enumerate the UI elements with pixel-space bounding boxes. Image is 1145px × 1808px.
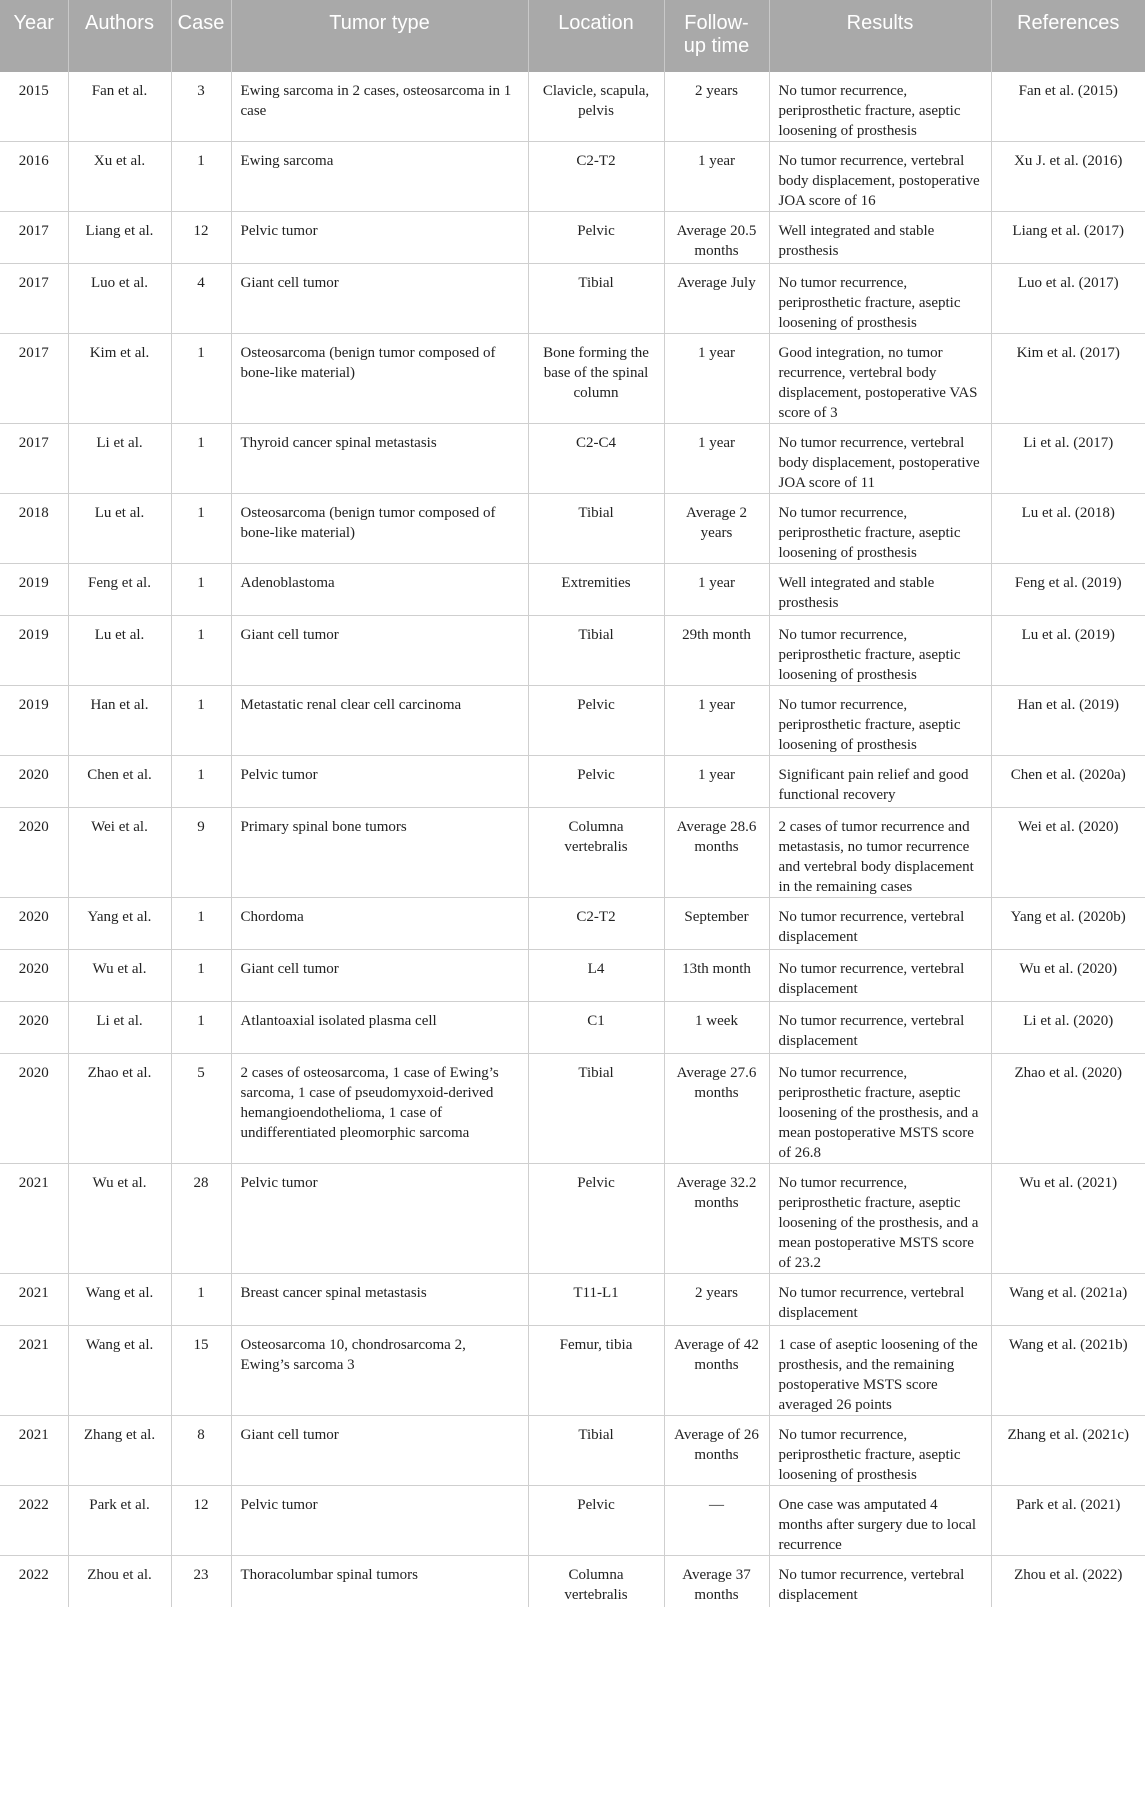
- cell-references: Luo et al. (2017): [991, 264, 1145, 334]
- header-follow-up-time: Follow- up time: [664, 0, 769, 72]
- header-case: Case: [171, 0, 231, 72]
- cell-references: Zhou et al. (2022): [1014, 1567, 1123, 1583]
- header-tumor-type: Tumor type: [231, 0, 528, 72]
- cell-authors: Zhou et al.: [68, 1556, 171, 1607]
- cell-authors: Park et al.: [68, 1486, 171, 1556]
- cell-follow-up-time: —: [664, 1486, 769, 1556]
- header-year: Year: [0, 0, 68, 72]
- cell-results: No tumor recurrence, vertebral displacement: [769, 898, 991, 950]
- cell-authors: Wu et al.: [68, 950, 171, 1002]
- header-results: Results: [769, 0, 991, 72]
- cell-location: Bone forming the base of the spinal column: [528, 334, 664, 424]
- cell-location: Tibial: [528, 1054, 664, 1164]
- cell-authors: Li et al.: [68, 424, 171, 494]
- cell-case: 12: [171, 1486, 231, 1556]
- cell-follow-up-time: 2 years: [664, 1274, 769, 1326]
- cell-location: Tibial: [528, 494, 664, 564]
- cell-case: 9: [171, 808, 231, 898]
- cell-references: Wei et al. (2020): [991, 808, 1145, 898]
- cell-tumor-type: Thyroid cancer spinal metastasis: [231, 424, 528, 494]
- table-row: [0, 1486, 1145, 1556]
- cell-references: Xu J. et al. (2016): [991, 142, 1145, 212]
- cell-follow-up-time: 1 year: [664, 334, 769, 424]
- table-body: [0, 72, 1145, 1607]
- cell-location: C2-T2: [528, 142, 664, 212]
- cell-results: One case was amputated 4 months after surgery due to local recurrence: [769, 1486, 991, 1556]
- cell-year: 2017: [0, 424, 68, 494]
- cell-year: 2021: [0, 1326, 68, 1416]
- cell-tumor-type: Giant cell tumor: [231, 264, 528, 334]
- cell-follow-up-time: 2 years: [664, 72, 769, 142]
- cell-tumor-type: Pelvic tumor: [231, 1486, 528, 1556]
- cell-references: Zhao et al. (2020): [991, 1054, 1145, 1164]
- cell-year: 2017: [0, 212, 68, 264]
- cell-authors: Wang et al.: [68, 1326, 171, 1416]
- cell-follow-up-time: Average 37 months: [664, 1556, 769, 1607]
- cell-location: Femur, tibia: [528, 1326, 664, 1416]
- cell-location: C1: [528, 1002, 664, 1054]
- cell-location: T11-L1: [528, 1274, 664, 1326]
- cell-location: Tibial: [528, 616, 664, 686]
- cell-follow-up-time: 1 year: [664, 142, 769, 212]
- cell-case: 1: [171, 1002, 231, 1054]
- cell-follow-up-time: 1 year: [664, 564, 769, 616]
- cell-references: Li et al. (2020): [991, 1002, 1145, 1054]
- cell-results: No tumor recurrence, vertebral displacement: [769, 950, 991, 1002]
- table-row: [0, 334, 1145, 424]
- cell-year: 2020: [0, 756, 68, 808]
- cell-year: 2015: [0, 72, 68, 142]
- cell-location: Extremities: [528, 564, 664, 616]
- cell-results: No tumor recurrence, periprosthetic fracture, aseptic loosening of prosthesis: [769, 1416, 991, 1486]
- table-row: [0, 898, 1145, 950]
- cell-authors: Xu et al.: [68, 142, 171, 212]
- cell-authors: Wu et al.: [68, 1164, 171, 1274]
- cell-tumor-type: Giant cell tumor: [231, 616, 528, 686]
- cell-year: 2019: [0, 616, 68, 686]
- cell-case: 1: [171, 334, 231, 424]
- table-row: [0, 616, 1145, 686]
- cell-case: 1: [171, 686, 231, 756]
- cell-tumor-type: Pelvic tumor: [231, 1164, 528, 1274]
- cell-references: Park et al. (2021): [991, 1486, 1145, 1556]
- cell-results: Well integrated and stable prosthesis: [769, 212, 991, 264]
- cell-location: L4: [528, 950, 664, 1002]
- cell-tumor-type: Thoracolumbar spinal tumors: [231, 1556, 528, 1607]
- table-row: [0, 1326, 1145, 1416]
- cell-year: 2020: [0, 950, 68, 1002]
- cell-case: 1: [171, 898, 231, 950]
- cell-references: Wu et al. (2021): [991, 1164, 1145, 1274]
- cell-references: Kim et al. (2017): [991, 334, 1145, 424]
- cell-location: C2-C4: [528, 424, 664, 494]
- cell-location: Columna vertebralis: [528, 1556, 664, 1607]
- cell-references: Chen et al. (2020a): [991, 756, 1145, 808]
- cell-authors: Wei et al.: [68, 808, 171, 898]
- cell-authors: Liang et al.: [68, 212, 171, 264]
- table-row: [0, 686, 1145, 756]
- cell-references: Feng et al. (2019): [991, 564, 1145, 616]
- cell-results: No tumor recurrence, vertebral displacement: [769, 1274, 991, 1326]
- cell-year: 2022: [0, 1556, 68, 1607]
- cell-case: 28: [171, 1164, 231, 1274]
- cell-follow-up-time: 1 week: [664, 1002, 769, 1054]
- cell-tumor-type: Pelvic tumor: [231, 212, 528, 264]
- cell-tumor-type: Ewing sarcoma in 2 cases, osteosarcoma in 1 case: [231, 72, 528, 142]
- cell-results: No tumor recurrence, periprosthetic fracture, aseptic loosening of prosthesis: [769, 264, 991, 334]
- cell-tumor-type: Osteosarcoma 10, chondrosarcoma 2, Ewing’s sarcoma 3: [231, 1326, 528, 1416]
- cell-results: No tumor recurrence, periprosthetic fracture, aseptic loosening of prosthesis: [769, 72, 991, 142]
- cell-follow-up-time: Average of 42 months: [664, 1326, 769, 1416]
- table-row: [0, 264, 1145, 334]
- cell-references: Wang et al. (2021b): [991, 1326, 1145, 1416]
- cell-authors: Lu et al.: [68, 616, 171, 686]
- cell-follow-up-time: 29th month: [664, 616, 769, 686]
- cell-year: 2016: [0, 142, 68, 212]
- cell-results: No tumor recurrence, periprosthetic fracture, aseptic loosening of the prosthesis, and a mean postoperative MSTS score of 26.8: [769, 1054, 991, 1164]
- cell-authors: Chen et al.: [68, 756, 171, 808]
- cell-references: Zhang et al. (2021c): [991, 1416, 1145, 1486]
- cell-year: 2021: [0, 1164, 68, 1274]
- cell-case: 15: [171, 1326, 231, 1416]
- cell-follow-up-time: September: [664, 898, 769, 950]
- cell-follow-up-time: 1 year: [664, 424, 769, 494]
- table-row: [0, 142, 1145, 212]
- table-row: [0, 494, 1145, 564]
- cell-authors: Li et al.: [68, 1002, 171, 1054]
- cell-case: 1: [171, 616, 231, 686]
- cell-follow-up-time: Average 28.6 months: [664, 808, 769, 898]
- cell-year: 2021: [0, 1416, 68, 1486]
- cell-results: Good integration, no tumor recurrence, vertebral body displacement, postoperative VAS score of 3: [769, 334, 991, 424]
- cell-tumor-type: Osteosarcoma (benign tumor composed of bone-like material): [231, 334, 528, 424]
- cell-year: 2017: [0, 334, 68, 424]
- cell-follow-up-time: Average 20.5 months: [664, 212, 769, 264]
- cell-location: Tibial: [528, 264, 664, 334]
- cell-references: Lu et al. (2019): [991, 616, 1145, 686]
- cell-references: Yang et al. (2020b): [991, 898, 1145, 950]
- cell-follow-up-time: 13th month: [664, 950, 769, 1002]
- cell-location: Columna vertebralis: [528, 808, 664, 898]
- cell-results: Significant pain relief and good functional recovery: [769, 756, 991, 808]
- table-row: [0, 564, 1145, 616]
- cell-year: 2020: [0, 1002, 68, 1054]
- cell-results: No tumor recurrence, periprosthetic fracture, aseptic loosening of prosthesis: [769, 616, 991, 686]
- cell-results: No tumor recurrence, vertebral body displacement, postoperative JOA score of 11: [769, 424, 991, 494]
- cell-authors: Zhang et al.: [68, 1416, 171, 1486]
- cell-tumor-type: Primary spinal bone tumors: [231, 808, 528, 898]
- table-header: [0, 0, 1145, 72]
- cell-location: Pelvic: [528, 212, 664, 264]
- cell-follow-up-time: Average 2 years: [664, 494, 769, 564]
- cell-case: 5: [171, 1054, 231, 1164]
- cell-year: 2020: [0, 808, 68, 898]
- table-row: [0, 1054, 1145, 1164]
- cell-authors: Zhao et al.: [68, 1054, 171, 1164]
- cell-results: No tumor recurrence, vertebral body displacement, postoperative JOA score of 16: [769, 142, 991, 212]
- cell-tumor-type: Osteosarcoma (benign tumor composed of bone-like material): [231, 494, 528, 564]
- cell-authors: Yang et al.: [68, 898, 171, 950]
- header-location: Location: [528, 0, 664, 72]
- cell-case: 1: [171, 494, 231, 564]
- cell-case: 4: [171, 264, 231, 334]
- cell-location: Clavicle, scapula, pelvis: [528, 72, 664, 142]
- table-row: [0, 1164, 1145, 1274]
- cell-location: Pelvic: [528, 686, 664, 756]
- cell-tumor-type: Giant cell tumor: [231, 950, 528, 1002]
- cell-follow-up-time: Average of 26 months: [664, 1416, 769, 1486]
- cell-year: 2018: [0, 494, 68, 564]
- cell-references: Lu et al. (2018): [991, 494, 1145, 564]
- cell-results: No tumor recurrence, periprosthetic fracture, aseptic loosening of prosthesis: [769, 494, 991, 564]
- cell-case: 8: [171, 1416, 231, 1486]
- cell-references: Wu et al. (2020): [991, 950, 1145, 1002]
- cell-results: Well integrated and stable prosthesis: [769, 564, 991, 616]
- cell-location: Pelvic: [528, 1486, 664, 1556]
- table-row: [0, 1274, 1145, 1326]
- header-row: [0, 0, 1145, 72]
- table-row: [0, 1416, 1145, 1486]
- cell-case: 1: [171, 950, 231, 1002]
- cell-follow-up-time: Average July: [664, 264, 769, 334]
- cell-tumor-type: Breast cancer spinal metastasis: [231, 1274, 528, 1326]
- cell-case: 1: [171, 142, 231, 212]
- cell-location: Pelvic: [528, 756, 664, 808]
- table-row: [0, 424, 1145, 494]
- cell-results: No tumor recurrence, vertebral displacement: [769, 1556, 991, 1607]
- cell-results: No tumor recurrence, periprosthetic fracture, aseptic loosening of prosthesis: [769, 686, 991, 756]
- cell-follow-up-time: Average 27.6 months: [664, 1054, 769, 1164]
- cell-follow-up-time: Average 32.2 months: [664, 1164, 769, 1274]
- cell-references: Fan et al. (2015): [991, 72, 1145, 142]
- cell-tumor-type: 2 cases of osteosarcoma, 1 case of Ewing’s sarcoma, 1 case of pseudomyxoid-derived hemangioendothelioma, 1 case of undifferentiated pleomorphic sarcoma: [231, 1054, 528, 1164]
- cell-references: Wang et al. (2021a): [991, 1274, 1145, 1326]
- cell-authors: Feng et al.: [68, 564, 171, 616]
- cell-case: 23: [171, 1556, 231, 1607]
- cell-tumor-type: Ewing sarcoma: [231, 142, 528, 212]
- cell-year: 2019: [0, 564, 68, 616]
- table-row: [0, 72, 1145, 142]
- cell-tumor-type: Adenoblastoma: [231, 564, 528, 616]
- cell-case: 1: [171, 424, 231, 494]
- cell-tumor-type: Chordoma: [231, 898, 528, 950]
- cell-results: No tumor recurrence, periprosthetic fracture, aseptic loosening of the prosthesis, and a mean postoperative MSTS score of 23.2: [769, 1164, 991, 1274]
- cell-case: 3: [171, 72, 231, 142]
- cell-location: Pelvic: [528, 1164, 664, 1274]
- cell-results: No tumor recurrence, vertebral displacement: [769, 1002, 991, 1054]
- cell-follow-up-time: 1 year: [664, 756, 769, 808]
- cell-authors: Kim et al.: [68, 334, 171, 424]
- cell-year: 2022: [0, 1486, 68, 1556]
- cell-authors: Han et al.: [68, 686, 171, 756]
- table-row: [0, 950, 1145, 1002]
- cell-tumor-type: Pelvic tumor: [231, 756, 528, 808]
- cell-follow-up-time: 1 year: [664, 686, 769, 756]
- cell-references: Liang et al. (2017): [991, 212, 1145, 264]
- cell-location: C2-T2: [528, 898, 664, 950]
- cell-references: Han et al. (2019): [991, 686, 1145, 756]
- cell-case: 1: [171, 756, 231, 808]
- cell-authors: Fan et al.: [68, 72, 171, 142]
- cell-case: 1: [171, 1274, 231, 1326]
- table-row: [0, 756, 1145, 808]
- cell-results: 2 cases of tumor recurrence and metastasis, no tumor recurrence and vertebral body displacement in the remaining cases: [769, 808, 991, 898]
- cell-year: 2020: [0, 1054, 68, 1164]
- table-row: [0, 808, 1145, 898]
- table-row: [0, 1556, 1145, 1607]
- cell-year: 2021: [0, 1274, 68, 1326]
- cell-authors: Lu et al.: [68, 494, 171, 564]
- cell-tumor-type: Giant cell tumor: [231, 1416, 528, 1486]
- cell-case: 1: [171, 564, 231, 616]
- table-row: [0, 212, 1145, 264]
- cell-results: 1 case of aseptic loosening of the prosthesis, and the remaining postoperative MSTS score averaged 26 points: [769, 1326, 991, 1416]
- cell-tumor-type: Atlantoaxial isolated plasma cell: [231, 1002, 528, 1054]
- cell-case: 12: [171, 212, 231, 264]
- cell-year: 2017: [0, 264, 68, 334]
- cell-year: 2020: [0, 898, 68, 950]
- cell-tumor-type: Metastatic renal clear cell carcinoma: [231, 686, 528, 756]
- cell-year: 2019: [0, 686, 68, 756]
- header-references: References: [991, 0, 1145, 72]
- header-authors: Authors: [68, 0, 171, 72]
- cell-location: Tibial: [528, 1416, 664, 1486]
- cell-authors: Luo et al.: [68, 264, 171, 334]
- table-row: [0, 1002, 1145, 1054]
- cell-authors: Wang et al.: [68, 1274, 171, 1326]
- cell-references: Li et al. (2017): [991, 424, 1145, 494]
